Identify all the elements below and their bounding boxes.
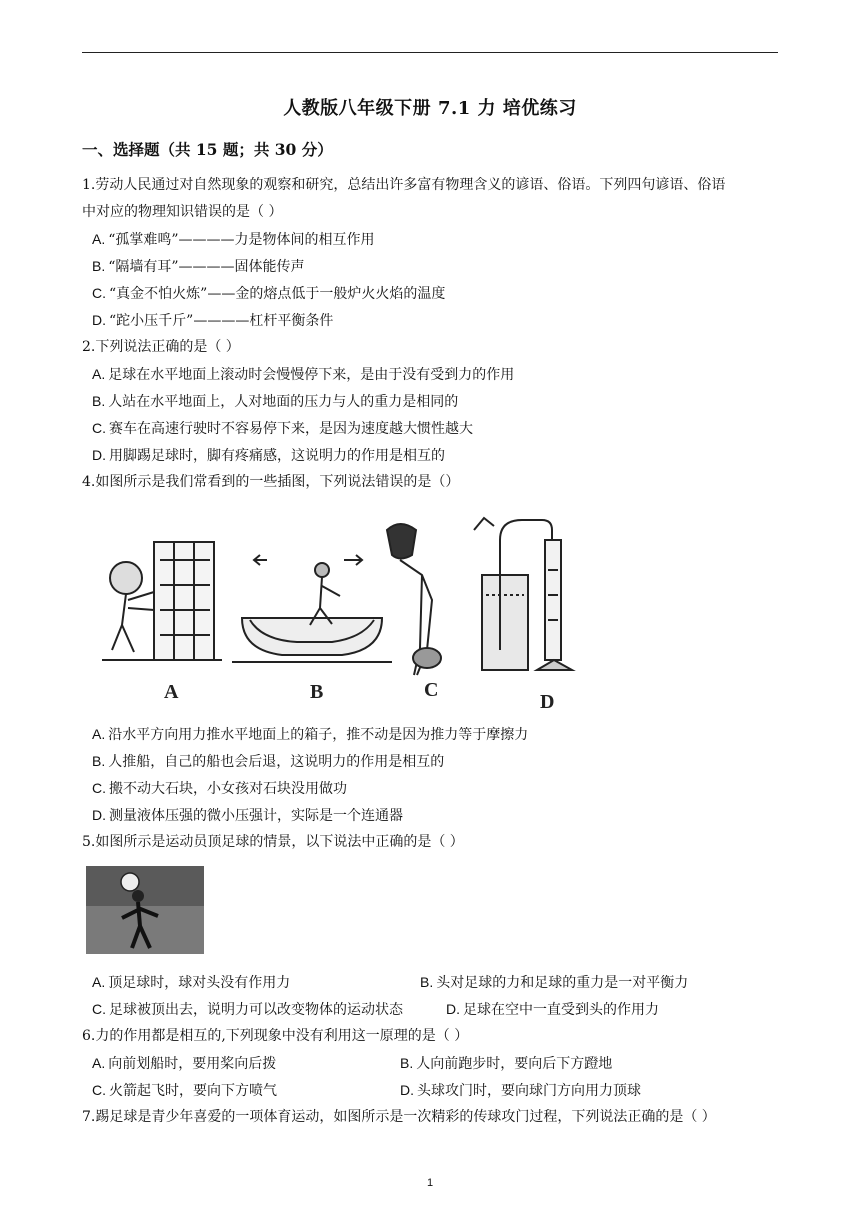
q1-option-d: D. “跎小压千斤”————杠杆平衡条件 (92, 312, 334, 329)
header-rule (82, 52, 778, 53)
q2-stem: 2.下列说法正确的是（ ） (82, 339, 240, 355)
q5-option-b: B. 头对足球的力和足球的重力是一对平衡力 (420, 974, 689, 991)
q4-option-b: B. 人推船，自己的船也会后退，这说明力的作用是相互的 (92, 753, 445, 770)
q4-option-a: A. 沿水平方向用力推水平地面上的箱子，推不动是因为推力等于摩擦力 (92, 726, 529, 743)
q1-option-c: C. “真金不怕火炼”——金的熔点低于一般炉火火焰的温度 (92, 285, 446, 302)
section-heading: 一、选择题（共 15 题；共 30 分） (82, 140, 333, 159)
figure-a-push-box (102, 542, 222, 660)
q5-option-d: D. 足球在空中一直受到头的作用力 (446, 1001, 659, 1018)
q5-option-c: C. 足球被顶出去，说明力可以改变物体的运动状态 (92, 1001, 403, 1018)
q6-stem: 6.力的作用都是相互的,下列现象中没有利用这一原理的是（ ） (82, 1028, 469, 1044)
figure-label-b: B (310, 681, 324, 703)
q6-option-d: D. 头球攻门时，要向球门方向用力顶球 (400, 1082, 641, 1099)
q6-option-a: A. 向前划船时，要用桨向后拨 (92, 1055, 277, 1072)
q6-option-c: C. 火箭起飞时，要向下方喷气 (92, 1082, 277, 1099)
q2-option-a: A. 足球在水平地面上滚动时会慢慢停下来，是由于没有受到力的作用 (92, 366, 515, 383)
q2-option-c: C. 赛车在高速行驶时不容易停下来，是因为速度越大惯性越大 (92, 420, 473, 437)
q2-option-d: D. 用脚踢足球时，脚有疼痛感，这说明力的作用是相互的 (92, 447, 445, 464)
figure-b-boats (232, 555, 392, 662)
q4-option-c: C. 搬不动大石块，小女孩对石块没用做功 (92, 780, 347, 797)
figure-d-pressure-gauge (474, 518, 572, 670)
q4-illustration (82, 500, 584, 712)
q1-option-a: A. “孤掌难鸣”————力是物体间的相互作用 (92, 231, 375, 248)
q2-option-b: B. 人站在水平地面上，人对地面的压力与人的重力是相同的 (92, 393, 459, 410)
q7-stem: 7.踢足球是青少年喜爱的一项体育运动，如图所示是一次精彩的传球攻门过程，下列说法正确的是（ ） (82, 1109, 716, 1125)
q5-option-a: A. 顶足球时，球对头没有作用力 (92, 974, 291, 991)
q6-option-b: B. 人向前跑步时，要向后下方蹬地 (400, 1055, 613, 1072)
page-number: 1 (426, 1177, 434, 1189)
q1-stem-line1: 1.劳动人民通过对自然现象的观察和研究，总结出许多富有物理含义的谚语、俗语。下列四句谚语、俗语 (82, 177, 726, 193)
q4-option-d: D. 测量液体压强的微小压强计，实际是一个连通器 (92, 807, 403, 824)
figure-c-girl-stone (387, 524, 441, 675)
q5-header-ball-photo (86, 866, 204, 954)
page-title: 人教版八年级下册 7.1 力 培优练习 (283, 98, 577, 119)
figure-label-d: D (540, 691, 555, 712)
q1-stem-line2: 中对应的物理知识错误的是（ ） (82, 204, 283, 220)
q1-option-b: B. “隔墙有耳”————固体能传声 (92, 258, 305, 275)
q5-stem: 5.如图所示是运动员顶足球的情景，以下说法中正确的是（ ） (82, 834, 464, 850)
q4-stem: 4.如图所示是我们常看到的一些插图，下列说法错误的是（） (82, 474, 460, 490)
figure-label-a: A (164, 681, 179, 703)
figure-label-c: C (424, 679, 439, 701)
